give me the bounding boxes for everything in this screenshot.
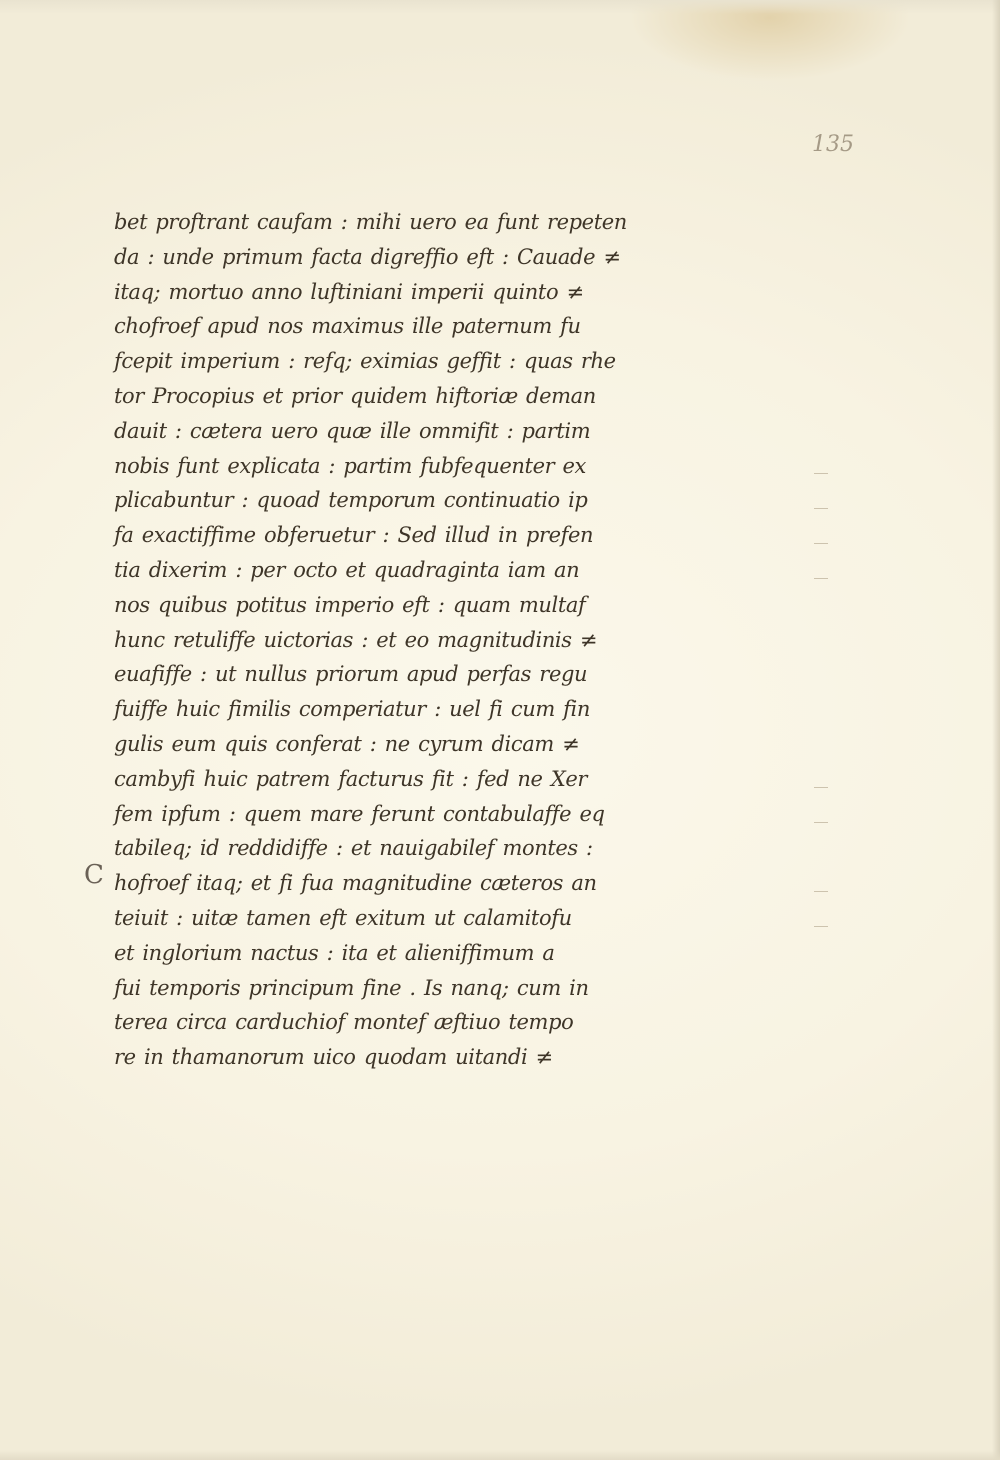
text-line: cambyfi huic patrem facturus fit : fed ne Xer (114, 766, 588, 791)
text-line: tia dixerim : per octo et quadraginta iam an (114, 557, 580, 582)
ruling-mark (814, 891, 828, 892)
text-line: nobis funt explicata : partim fubfequenter ex (114, 453, 586, 478)
text-line: tabileq; id reddidiffe : et nauigabilef montes : (114, 836, 593, 861)
text-line: fa exactiffime obferuetur : Sed illud in prefen (114, 523, 594, 548)
text-line: da : unde primum facta digreffio eft : Cauade ≠ (114, 244, 621, 269)
text-line: tor Procopius et prior quidem hiftoriæ deman (114, 383, 596, 408)
marginal-initial: C (84, 860, 104, 890)
text-line: hunc retuliffe uictorias : et eo magnitudinis ≠ (114, 627, 598, 652)
ruling-mark (814, 543, 828, 544)
text-line: fui temporis principum fine . Is nanq; cum in (114, 975, 589, 1000)
ruling-mark (814, 578, 828, 579)
text-line: nos quibus potitus imperio eft : quam multaf (114, 592, 586, 617)
ruling-mark (814, 926, 828, 927)
page-top-edge (0, 0, 1000, 14)
text-line: fuiffe huic fimilis comperiatur : uel fi cum fin (114, 697, 590, 722)
ruling-mark (814, 822, 828, 823)
ruling-mark (814, 473, 828, 474)
text-line: plicabuntur : quoad temporum continuatio ip (114, 488, 588, 513)
text-line: euafiffe : ut nullus priorum apud perfas regu (114, 662, 588, 687)
text-line: bet proftrant caufam : mihi uero ea funt repeten (114, 210, 627, 234)
text-line: fcepit imperium : refq; eximias geffit : quas rhe (114, 349, 616, 374)
text-line: dauit : cætera uero quæ ille ommifit : partim (114, 418, 591, 443)
text-line: hofroef itaq; et fi fua magnitudine cæteros an (114, 871, 597, 896)
ruling-mark (814, 508, 828, 509)
page-right-edge (992, 0, 1000, 1460)
text-block (114, 205, 714, 1075)
text-line: terea circa carduchiof montef æftiuo tempo (114, 1010, 574, 1035)
text-line: chofroef apud nos maximus ille paternum fu (114, 314, 581, 339)
text-line: itaq; mortuo anno luftiniani imperii quinto ≠ (114, 279, 584, 304)
folio-number: 135 (812, 132, 854, 157)
text-line: et inglorium nactus : ita et alieniffimum a (114, 940, 555, 965)
text-line: gulis eum quis conferat : ne cyrum dicam ≠ (114, 731, 580, 756)
text-line: fem ipfum : quem mare ferunt contabulaffe eq (114, 801, 605, 826)
ruling-mark (814, 787, 828, 788)
text-line: teiuit : uitæ tamen eft exitum ut calamitofu (114, 905, 572, 930)
page-bottom-edge (0, 1450, 1000, 1460)
text-line: re in thamanorum uico quodam uitandi ≠ (114, 1045, 553, 1070)
